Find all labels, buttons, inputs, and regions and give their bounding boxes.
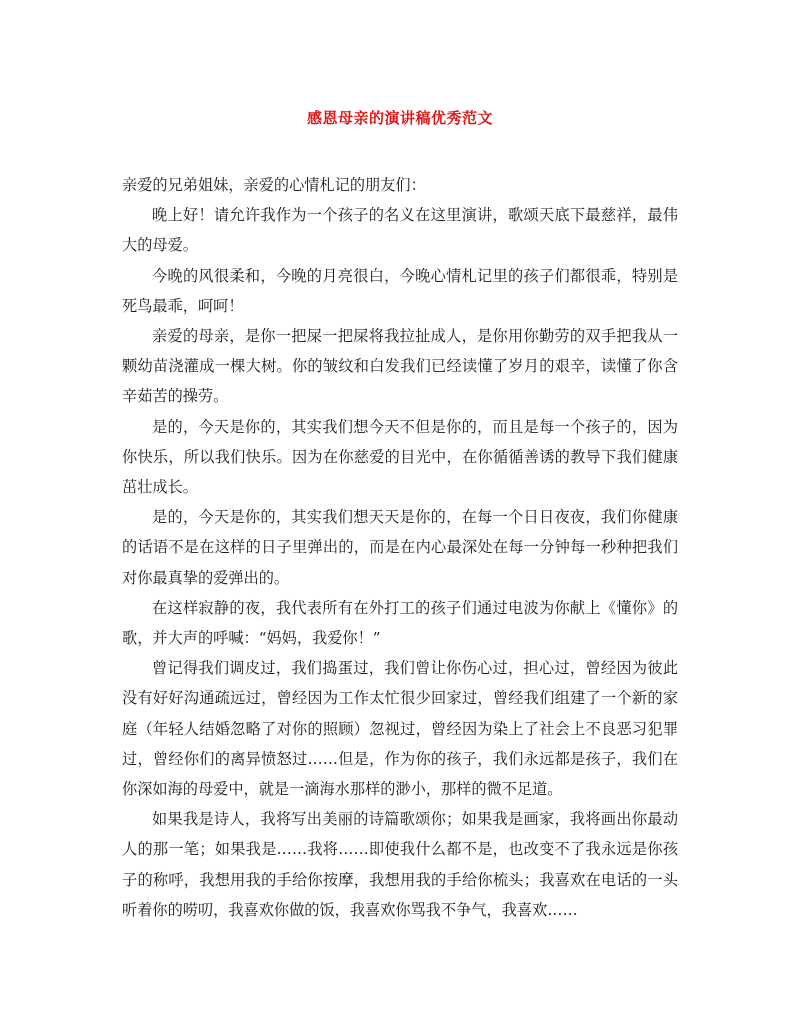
salutation-paragraph: 亲爱的兄弟姐妹，亲爱的心情札记的朋友们： (122, 176, 426, 194)
document-title: 感恩母亲的演讲稿优秀范文 (306, 109, 493, 127)
body-paragraph: 晚上好！请允许我作为一个孩子的名义在这里演讲，歌颂天底下最慈祥，最伟大的母爱。 (122, 206, 678, 255)
body-paragraph: 如果我是诗人，我将写出美丽的诗篇歌颂你；如果我是画家，我将画出你最动人的那一笔；如果我是……我将……即使我什么都不是，也改变不了我永远是你孩子的称呼，我想用我的手给你按摩，我想用我的手给你梳头；我喜欢在电话的一头听着你的唠叨，我喜欢你做的饭，我喜欢你骂我不争气，我喜欢…… (122, 810, 678, 919)
body-paragraph: 曾记得我们调皮过，我们捣蛋过，我们曾让你伤心过，担心过，曾经因为彼此没有好好沟通疏远过，曾经因为工作太忙很少回家过，曾经我们组建了一个新的家庭（年轻人结婚忽略了对你的照顾）忽视过，曾经因为染上了社会上不良恶习犯罪过，曾经你们的离异愤怒过……但是，作为你的孩子，我们永远都是孩子，我们在你深如海的母爱中，就是一滴海水那样的渺小，那样的微不足道。 (122, 659, 678, 799)
body-paragraph: 是的，今天是你的，其实我们想天天是你的，在每一个日日夜夜，我们你健康的话语不是在这样的日子里弹出的，而是在内心最深处在每一分钟每一秒种把我们对你最真挚的爱弹出的。 (122, 508, 678, 587)
body-paragraph: 亲爱的母亲，是你一把屎一把屎将我拉扯成人，是你用你勤劳的双手把我从一颗幼苗浇灌成一棵大树。你的皱纹和白发我们已经读懂了岁月的艰辛，读懂了你含辛茹苦的操劳。 (122, 327, 678, 406)
body-paragraph: 在这样寂静的夜，我代表所有在外打工的孩子们通过电波为你献上《懂你》的歌，并大声的呼喊：“妈妈，我爱你！” (122, 598, 678, 648)
body-paragraph: 是的，今天是你的，其实我们想今天不但是你的，而且是每一个孩子的，因为你快乐，所以我们快乐。因为在你慈爱的目光中，在你循循善诱的教导下我们健康茁壮成长。 (122, 417, 678, 497)
body-paragraph: 今晚的风很柔和，今晚的月亮很白，今晚心情札记里的孩子们都很乖，特别是死鸟最乖，呵呵！ (122, 266, 678, 315)
document-body (122, 170, 678, 925)
